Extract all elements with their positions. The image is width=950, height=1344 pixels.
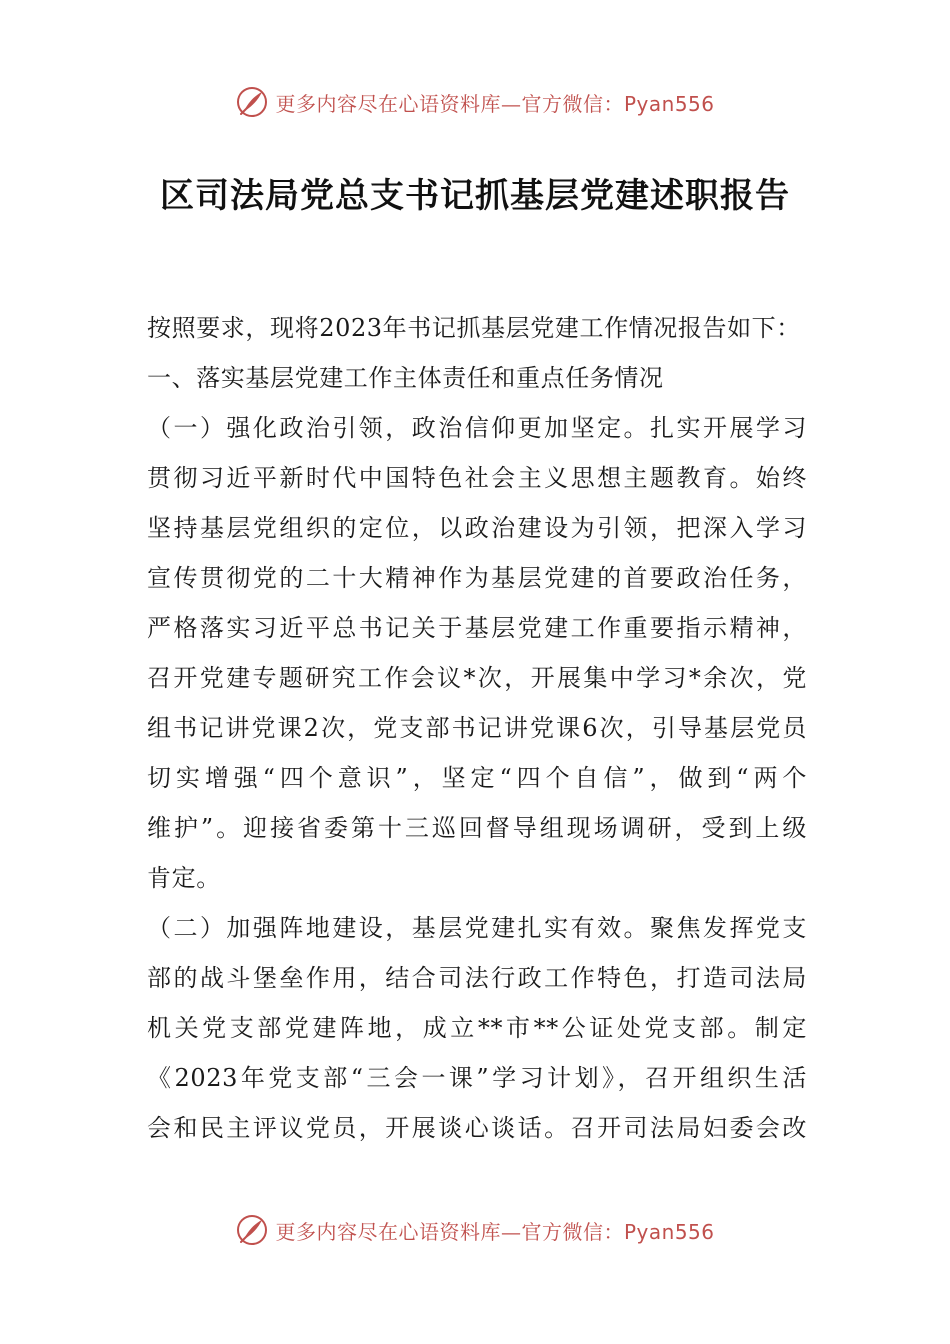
body-line: 按照要求，现将2023年书记抓基层党建工作情况报告如下： <box>147 314 801 342</box>
document-title: 区司法局党总支书记抓基层党建述职报告 <box>160 176 790 216</box>
body-line: 贯彻习近平新时代中国特色社会主义思想主题教育。始终 <box>147 464 807 492</box>
body-line: 组书记讲党课2次，党支部书记讲党课6次，引导基层党员 <box>147 714 807 742</box>
body-line: 《2023年党支部“三会一课”学习计划》，召开组织生活 <box>147 1064 807 1092</box>
body-line: 召开党建专题研究工作会议*次，开展集中学习*余次，党 <box>147 664 807 692</box>
document-body <box>147 303 807 1153</box>
feather-pen-logo-icon <box>235 85 269 119</box>
watermark-prefix: 更多内容尽在心语资料库—官方微信： <box>275 91 624 116</box>
watermark-banner-bottom <box>0 1210 950 1250</box>
body-line: 严格落实习近平总书记关于基层党建工作重要指示精神， <box>147 614 807 642</box>
body-line: 机关党支部党建阵地，成立**市**公证处党支部。制定 <box>147 1014 807 1042</box>
body-line: 一、落实基层党建工作主体责任和重点任务情况 <box>147 364 664 392</box>
body-line: 会和民主评议党员，开展谈心谈话。召开司法局妇委会改 <box>147 1114 807 1142</box>
body-line: 切实增强“四个意识”，坚定“四个自信”，做到“两个 <box>147 764 807 792</box>
watermark-wechat-id: Pyan556 <box>623 1219 715 1244</box>
watermark-wechat-id: Pyan556 <box>623 91 715 116</box>
body-line: 部的战斗堡垒作用，结合司法行政工作特色，打造司法局 <box>147 964 807 992</box>
body-line: 维护”。迎接省委第十三巡回督导组现场调研，受到上级 <box>147 814 807 842</box>
watermark-prefix: 更多内容尽在心语资料库—官方微信： <box>275 1219 624 1244</box>
body-line: 坚持基层党组织的定位，以政治建设为引领，把深入学习 <box>147 514 807 542</box>
body-line: （一）强化政治引领，政治信仰更加坚定。扎实开展学习 <box>147 414 807 442</box>
watermark-text <box>275 1216 714 1245</box>
body-line: 宣传贯彻党的二十大精神作为基层党建的首要政治任务， <box>147 564 807 592</box>
body-line: （二）加强阵地建设，基层党建扎实有效。聚焦发挥党支 <box>147 914 807 942</box>
watermark-banner-top <box>0 82 950 122</box>
body-line: 肯定。 <box>147 864 221 892</box>
feather-pen-logo-icon <box>235 1213 269 1247</box>
watermark-text <box>275 88 714 117</box>
